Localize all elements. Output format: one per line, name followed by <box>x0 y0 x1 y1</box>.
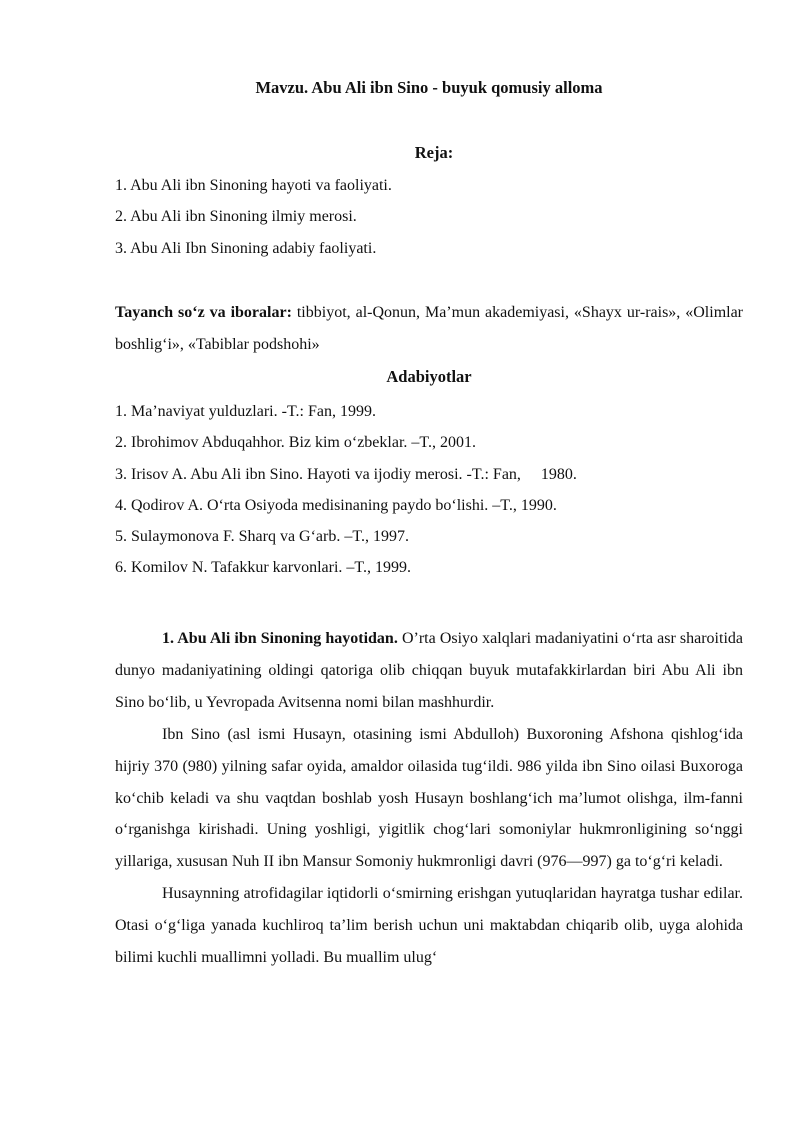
keywords-text: tibbiyot, al-Qonun, Ma’mun akademiyasi, «Shayx ur-rais», «Olimlar boshlig‘i», «Tabiblar podshohi» <box>115 304 744 353</box>
section-1-paragraph: Husaynning atrofidagilar iqtidorli o‘smirning erishgan yutuqlaridan hayratga tushar edilar. Otasi o‘g‘liga yanada kuchliroq ta’lim berish uchun uni maktabdan chiqarib olib, uyga alohida bilimi kuchli muallimni yolladi. Bu muallim ulug‘ <box>115 885 743 967</box>
plan-item: 1. Abu Ali ibn Sinoning hayoti va faoliyati. <box>115 177 392 194</box>
section-1-paragraph: Ibn Sino (asl ismi Husayn, otasining ismi Abdulloh) Buxoroning Afshona qishlog‘ida hijriy 370 (980) yilning safar oyida, amaldor oilasida tug‘ildi. 986 yilda ibn Sino oilasi Buxoroga ko‘chib keladi va shu vaqtdan boshlab yosh Husayn boshlang‘ich ma’lumot olishga, ilm-fanni o‘rganishga kirishadi. Uning yoshligi, yigitlik chog‘lari somoniylar hukmronligining so‘nggi yillariga, xususan Nuh II ibn Mansur Somoniy hukmronligi davri (976—997) ga to‘g‘ri keladi. <box>115 725 743 871</box>
plan-item: 3. Abu Ali Ibn Sinoning adabiy faoliyati. <box>115 239 377 257</box>
literature-heading: Adabiyotlar <box>386 367 472 386</box>
section-1-heading: 1. Abu Ali ibn Sinoning hayotidan. <box>162 630 398 647</box>
section-1-paragraph <box>115 623 743 719</box>
plan-list <box>115 170 392 264</box>
plan-heading: Reja: <box>414 143 454 162</box>
section-1-intro-text: O’rta Osiyo xalqlari madaniyatini o‘rta asr sharoitida dunyo madaniyatining oldingi qatoriga olib chiqqan buyuk mutafakkirlardan biri Abu Ali ibn Sino bo‘lib, u Yevropada Avitsenna nomi bilan mashhurdir. <box>115 630 743 711</box>
section-1-body <box>115 623 743 974</box>
literature-item: 1. Ma’naviyat yulduzlari. -T.: Fan, 1999. <box>115 403 376 420</box>
document-title: Mavzu. Abu Ali ibn Sino - buyuk qomusiy alloma <box>255 78 603 97</box>
literature-item: 6. Komilov N. Tafakkur karvonlari. –T., 1999. <box>115 559 412 577</box>
literature-item: 4. Qodirov A. O‘rta Osiyoda medisinaning paydo bo‘lishi. –T., 1990. <box>115 496 557 514</box>
literature-item: 2. Ibrohimov Abduqahhor. Biz kim o‘zbeklar. –T., 2001. <box>115 434 476 452</box>
literature-list <box>115 396 577 584</box>
literature-item: 3. Irisov A. Abu Ali ibn Sino. Hayoti va ijodiy merosi. -T.: Fan, 1980. <box>115 465 577 483</box>
plan-item: 2. Abu Ali ibn Sinoning ilmiy merosi. <box>115 208 357 226</box>
keywords-label: Tayanch so‘z va iboralar: <box>115 304 292 321</box>
literature-item: 5. Sulaymonova F. Sharq va G‘arb. –T., 1997. <box>115 528 409 546</box>
keywords-paragraph <box>115 297 743 360</box>
